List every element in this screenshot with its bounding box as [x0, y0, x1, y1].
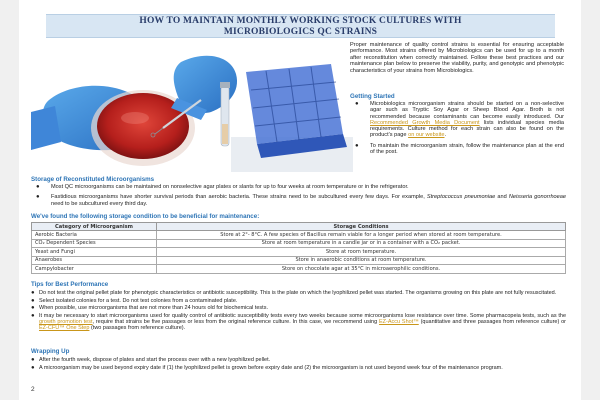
bullet-icon: ●: [31, 313, 35, 320]
intro-paragraph: Proper maintenance of quality control strains is essential for ensuring acceptable performance. Most strains offered by Microbiologics can be used for up to a month after reconstitution when correctly maintained. Follow these best practices and our maintenance plan below to preserve the viability, purity, and genotypic and phenotypic characteristics of your strains from Microbiologics.: [350, 42, 564, 74]
list-item: ● Most QC microorganisms can be maintained on nonselective agar plates or slants for up to four weeks at room temperature or in the refrigerator.: [36, 184, 409, 190]
ez-accu-shot-link[interactable]: EZ-Accu Shot™: [379, 319, 419, 326]
bullet-icon: ●: [31, 290, 35, 296]
bullet-icon: ●: [36, 184, 40, 190]
title-line-1: HOW TO MAINTAIN MONTHLY WORKING STOCK CULTURES WITH: [139, 16, 462, 26]
website-link[interactable]: on our website: [408, 132, 445, 139]
list-item: ● It may be necessary to start microorganisms used for quality control of antibiotic susceptibility tests every two weeks because some microorganisms lose resistance over time. Some pharmacopeia tests, such as the growth promotion test, require that strains be five passages or less from the original reference culture. In this case, we recommend using EZ-Accu Shot™ (quantitative and three passages from reference culture) or EZ-CFU™ One Step (two passages from reference culture).: [31, 313, 567, 332]
condition-cell: Store at room temperature.: [157, 248, 566, 257]
title-banner: [46, 14, 555, 38]
list-item: ● Select isolated colonies for a test. Do not test colonies from a contaminated plate.: [31, 297, 238, 304]
bullet-icon: ●: [36, 194, 40, 201]
document-page: [19, 0, 581, 400]
list-item: ● Do not test the original pellet plate for phenotypic characteristics or antibiotic susceptibility. This is the plate on which the lyophilized pellet was started. The organisms growing on this plate are not fully resuscitated.: [31, 290, 557, 296]
storage-conditions-table: [31, 222, 566, 274]
column-header-category: Category of Microorganism: [32, 223, 157, 231]
table-row: [32, 239, 566, 248]
column-header-conditions: Storage Conditions: [157, 223, 566, 231]
category-cell: Aerobic Bacteria: [32, 231, 157, 240]
category-cell: CO₂ Dependent Species: [32, 239, 157, 248]
getting-started-list: [350, 101, 564, 159]
growth-media-link[interactable]: Recommended Growth Media Document: [370, 119, 480, 126]
page-number: 2: [31, 386, 35, 393]
table-row: [32, 265, 566, 274]
growth-promotion-link[interactable]: growth promotion test: [39, 319, 93, 326]
condition-cell: Store at 2°- 8°C. A few species of Bacillus remain viable for a longer period when stored at room temperature.: [157, 231, 566, 240]
bullet-icon: ●: [31, 297, 35, 304]
list-item: ● Microbiologics microorganism strains should be started on a non-selective agar such as Tryptic Soy Agar or Sheep Blood Agar. Broth is not recommended because contaminants can become easily introduced. Our Recommended Growth Media Document lists individual species media requirements. Culture method for each strain can also be found on the product's page on our website.: [355, 101, 564, 139]
condition-cell: Store on chocolate agar at 35°C in microaerophilic conditions.: [157, 265, 566, 274]
bullet-icon: ●: [31, 305, 35, 312]
list-item: ● Fastidious microorganisms have shorter survival periods than aerobic bacteria. These strains need to be subcultured every few days. For example, Streptococcus pneumoniae and Neisseria gonorrhoeae need to be subcultured every third day.: [36, 194, 567, 207]
bullet-icon: ●: [355, 101, 359, 107]
condition-cell: Store at room temperature in a candle jar or in a container with a CO₂ packet.: [157, 239, 566, 248]
tips-heading: Tips for Best Performance: [31, 281, 109, 288]
test-tube: [220, 82, 230, 146]
table-row: [32, 248, 566, 257]
tips-list: [31, 290, 566, 333]
list-item: ● After the fourth week, dispose of plates and start the process over with a new lyophilized pellet.: [31, 357, 271, 363]
bullet-icon: ●: [31, 357, 35, 363]
category-cell: Anaerobes: [32, 256, 157, 265]
wrapping-up-list: [31, 357, 566, 372]
category-cell: Yeast and Fungi: [32, 248, 157, 257]
storage-list: [31, 184, 566, 211]
list-item: ● When possible, use microorganisms that are not more than 24 hours old for biochemical tests.: [31, 305, 268, 312]
lab-photo: [31, 42, 353, 172]
table-heading: We've found the following storage condition to be beneficial for maintenance:: [31, 213, 260, 220]
getting-started-heading: Getting Started: [350, 93, 395, 100]
list-item: ● To maintain the microorganism strain, follow the maintenance plan at the end of the post.: [355, 142, 564, 156]
category-cell: Campylobacter: [32, 265, 157, 274]
table-header-row: [32, 223, 566, 231]
bullet-icon: ●: [31, 364, 35, 371]
condition-cell: Store in anaerobic conditions at room temperature.: [157, 256, 566, 265]
table-row: [32, 231, 566, 240]
title-line-2: MICROBIOLOGICS QC STRAINS: [223, 26, 378, 37]
list-item: ● A microorganism may be used beyond expiry date if (1) the lyophilized pellet is grown before expiry date and (2) the microorganism is not used beyond week four of the maintenance program.: [31, 364, 503, 371]
tube-rack: [246, 64, 347, 158]
storage-heading: Storage of Reconstituted Microorganisms: [31, 176, 155, 183]
table-row: [32, 256, 566, 265]
wrapping-up-heading: Wrapping Up: [31, 348, 70, 355]
bullet-icon: ●: [355, 142, 359, 149]
ez-cfu-link[interactable]: EZ-CFU™ One Step: [39, 325, 90, 332]
